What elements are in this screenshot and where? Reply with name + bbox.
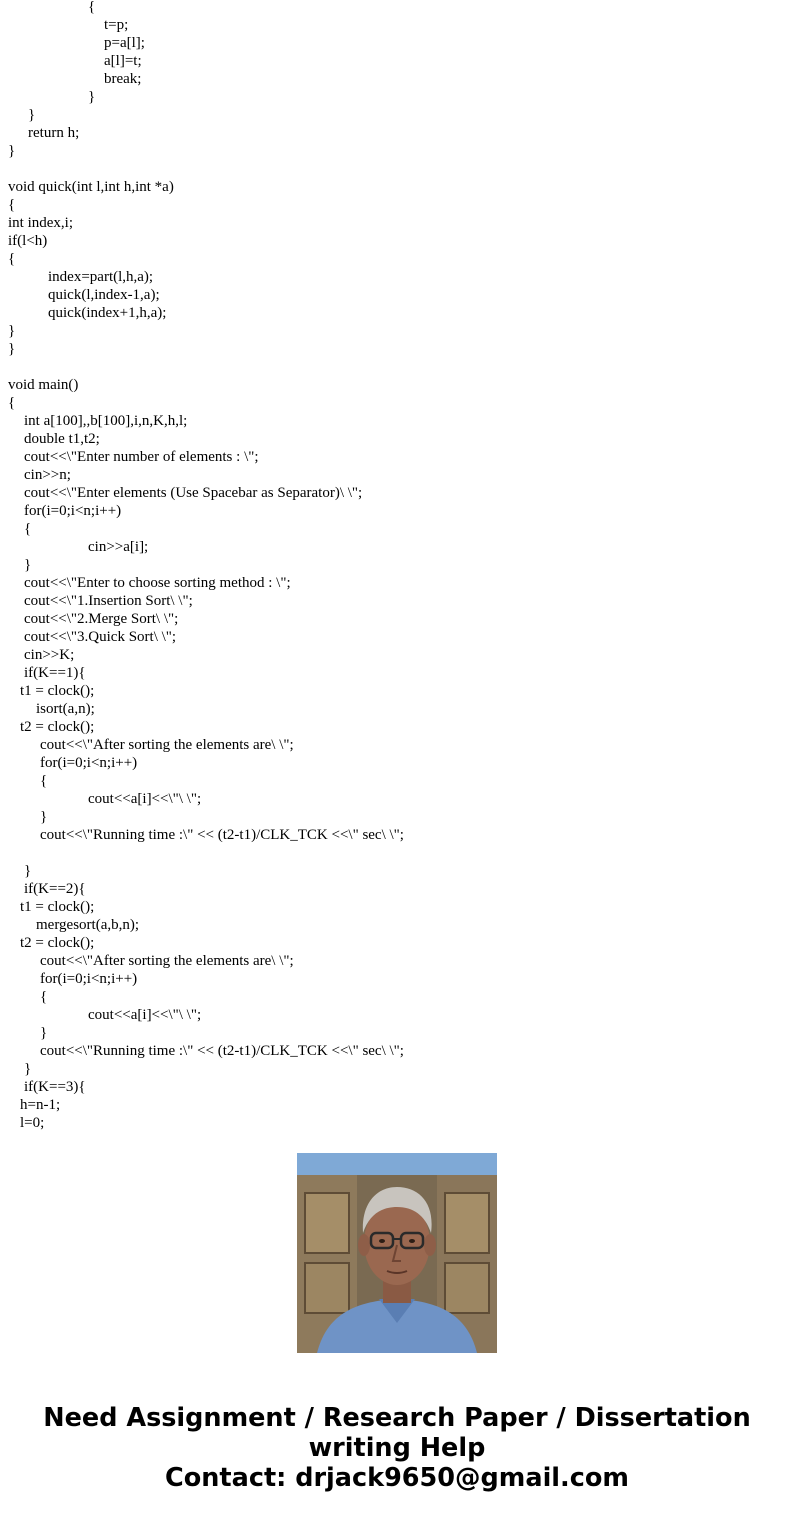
code-line: t2 = clock(); bbox=[20, 935, 95, 951]
code-line: t1 = clock(); bbox=[20, 683, 95, 699]
code-line: } bbox=[24, 1061, 32, 1077]
code-line: cin>>n; bbox=[24, 467, 71, 483]
code-line: { bbox=[8, 251, 16, 267]
code-line: cout<<\"Enter to choose sorting method : \"; bbox=[24, 575, 291, 591]
code-line: for(i=0;i<n;i++) bbox=[40, 971, 138, 987]
code-line: } bbox=[24, 557, 32, 573]
code-line: void main() bbox=[8, 377, 79, 393]
code-line: int a[100],,b[100],i,n,K,h,l; bbox=[24, 413, 188, 429]
code-line: for(i=0;i<n;i++) bbox=[40, 755, 138, 771]
code-line: for(i=0;i<n;i++) bbox=[24, 503, 122, 519]
code-line: } bbox=[40, 1025, 48, 1041]
code-line: } bbox=[8, 341, 16, 357]
code-line: if(K==1){ bbox=[24, 665, 86, 681]
code-line: cout<<\"3.Quick Sort\ \"; bbox=[24, 629, 177, 645]
code-line: t1 = clock(); bbox=[20, 899, 95, 915]
code-line: void quick(int l,int h,int *a) bbox=[8, 179, 174, 195]
code-line: } bbox=[40, 809, 48, 825]
code-line: cout<<a[i]<<\"\ \"; bbox=[88, 791, 202, 807]
code-line: l=0; bbox=[20, 1115, 45, 1131]
code-line: double t1,t2; bbox=[24, 431, 100, 447]
footer-line-1: Need Assignment / Research Paper / Dissertation bbox=[43, 1403, 751, 1433]
code-line: t2 = clock(); bbox=[20, 719, 95, 735]
code-line: if(l<h) bbox=[8, 233, 48, 249]
code-line: h=n-1; bbox=[20, 1097, 61, 1113]
code-line: } bbox=[24, 863, 32, 879]
code-line: int index,i; bbox=[8, 215, 73, 231]
code-line: { bbox=[8, 395, 16, 411]
code-line: { bbox=[24, 521, 32, 537]
code-line: a[l]=t; bbox=[104, 53, 142, 69]
code-line: if(K==2){ bbox=[24, 881, 86, 897]
code-line: break; bbox=[104, 71, 142, 87]
code-line: return h; bbox=[28, 125, 80, 141]
code-line: cout<<\"After sorting the elements are\ \"; bbox=[40, 737, 294, 753]
code-line: cout<<\"Enter elements (Use Spacebar as Separator)\ \"; bbox=[24, 485, 363, 501]
code-line: mergesort(a,b,n); bbox=[36, 917, 140, 933]
code-line: { bbox=[8, 197, 16, 213]
code-line: if(K==3){ bbox=[24, 1079, 86, 1095]
code-line: index=part(l,h,a); bbox=[48, 269, 154, 285]
code-line: } bbox=[28, 107, 36, 123]
code-line: cout<<\"After sorting the elements are\ \"; bbox=[40, 953, 294, 969]
code-line: cout<<\"Running time :\" << (t2-t1)/CLK_TCK <<\" sec\ \"; bbox=[40, 1043, 404, 1059]
code-line: cout<<a[i]<<\"\ \"; bbox=[88, 1007, 202, 1023]
code-line: p=a[l]; bbox=[104, 35, 145, 51]
code-line: t=p; bbox=[104, 17, 129, 33]
presenter-avatar bbox=[297, 1153, 497, 1353]
code-line: { bbox=[40, 989, 48, 1005]
footer-contact: Contact: drjack9650@gmail.com bbox=[165, 1463, 629, 1493]
code-line: cin>>a[i]; bbox=[88, 539, 149, 555]
code-listing bbox=[8, 0, 788, 1131]
code-line: quick(index+1,h,a); bbox=[48, 305, 167, 321]
footer-line-2: writing Help bbox=[308, 1433, 486, 1463]
code-line: } bbox=[8, 323, 16, 339]
code-line: { bbox=[40, 773, 48, 789]
presenter-portrait bbox=[297, 1153, 497, 1353]
footer-advert bbox=[0, 1403, 794, 1493]
code-line: cout<<\"2.Merge Sort\ \"; bbox=[24, 611, 179, 627]
code-line: cout<<\"Enter number of elements : \"; bbox=[24, 449, 259, 465]
code-line: cout<<\"1.Insertion Sort\ \"; bbox=[24, 593, 193, 609]
code-line: isort(a,n); bbox=[36, 701, 95, 717]
code-line: { bbox=[88, 0, 96, 15]
code-line: } bbox=[8, 143, 16, 159]
code-line: cout<<\"Running time :\" << (t2-t1)/CLK_TCK <<\" sec\ \"; bbox=[40, 827, 404, 843]
code-line: quick(l,index-1,a); bbox=[48, 287, 160, 303]
code-line: } bbox=[88, 89, 96, 105]
code-line: cin>>K; bbox=[24, 647, 75, 663]
